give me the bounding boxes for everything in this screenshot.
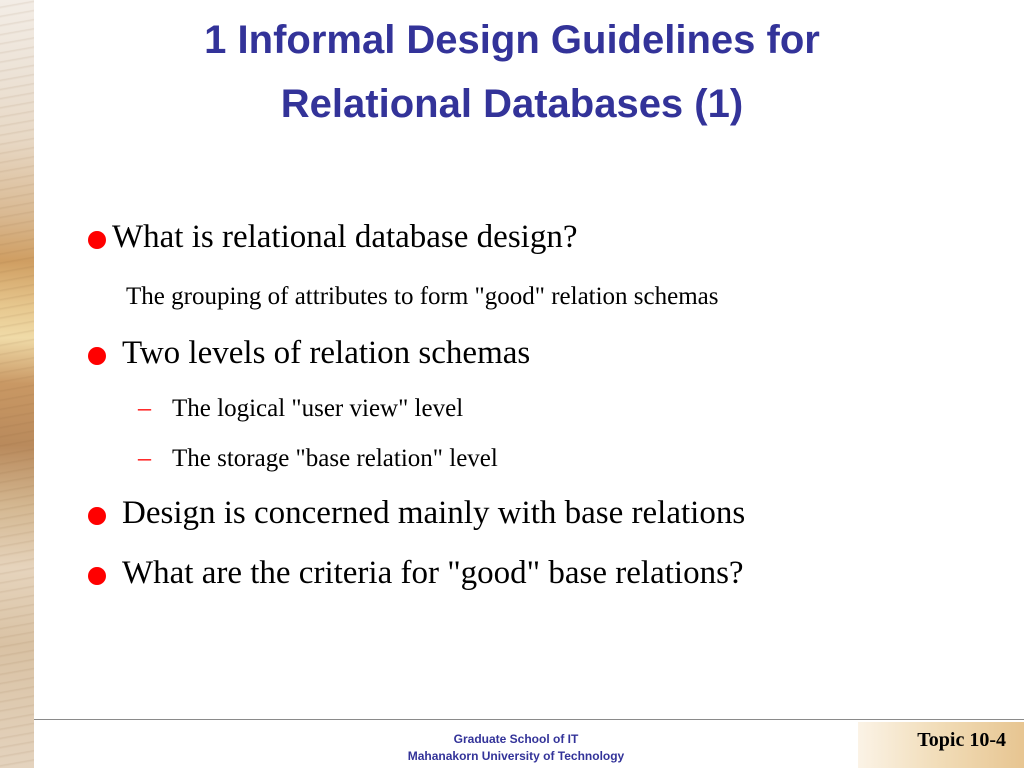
slide-title-line-2: Relational Databases (1)	[280, 82, 744, 126]
topic-badge	[858, 722, 1024, 768]
footer-line-1: Graduate School of IT	[453, 732, 579, 746]
bullet-text: What are the criteria for "good" base relations?	[122, 555, 744, 591]
sub-bullet-item-2	[138, 443, 498, 473]
bullet-text: Design is concerned mainly with base relations	[122, 495, 746, 531]
dash-icon: –	[138, 443, 151, 472]
sub-bullet-text: The storage "base relation" level	[172, 445, 498, 472]
sub-bullet-item-1	[138, 393, 463, 423]
bullet-dot-icon	[88, 507, 106, 525]
dash-icon: –	[138, 393, 151, 422]
bullet-dot-icon	[88, 567, 106, 585]
slide-title-line-1: 1 Informal Design Guidelines for	[204, 18, 820, 62]
bullet-item-3	[88, 495, 745, 532]
bullet-item-1	[88, 219, 577, 256]
bullet-item-4	[88, 555, 744, 592]
sub-bullet-text: The logical "user view" level	[172, 395, 464, 422]
footer-institution	[340, 731, 692, 765]
footer-line-2: Mahanakorn University of Technology	[407, 749, 625, 763]
bullet-note	[126, 283, 719, 311]
topic-label: Topic 10-4	[917, 729, 1006, 751]
decorative-side-strip	[0, 0, 34, 768]
bullet-dot-icon	[88, 347, 106, 365]
bullet-text: What is relational database design?	[112, 219, 578, 255]
bullet-note-text: The grouping of attributes to form "good" relation schemas	[126, 283, 719, 310]
bullet-item-2	[88, 335, 530, 372]
bullet-text: Two levels of relation schemas	[122, 335, 531, 371]
slide-title	[60, 8, 964, 136]
footer-divider	[34, 719, 1024, 720]
bullet-dot-icon	[88, 231, 106, 249]
